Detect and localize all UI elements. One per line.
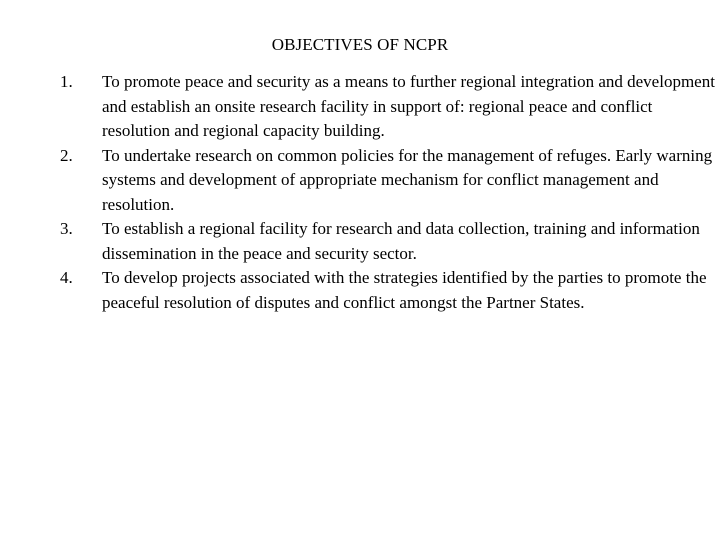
objective-text: To develop projects associated with the strategies identified by the parties to promote the peaceful resolution of disputes and conflict amongst the Partner States. <box>102 268 707 312</box>
objective-item-3 <box>0 217 720 266</box>
objective-number: 4. <box>60 268 73 287</box>
objective-number: 1. <box>60 72 73 91</box>
objective-number: 3. <box>60 219 73 238</box>
objective-text: To undertake research on common policies for the management of refuges. Early warning systems and development of appropriate mechanism for conflict management and resolution. <box>102 145 713 214</box>
objectives-list <box>0 70 720 315</box>
objective-item-4 <box>0 266 720 315</box>
objective-text: To establish a regional facility for research and data collection, training and information dissemination in the peace and security sector. <box>102 219 700 263</box>
objective-number: 2. <box>60 145 73 165</box>
objective-text: To promote peace and security as a means to further regional integration and development and establish an onsite research facility in support of: regional peace and conflict resolution and regional capacity building. <box>102 72 715 140</box>
objective-item-1 <box>0 70 720 144</box>
page-title: OBJECTIVES OF NCPR <box>271 35 449 54</box>
objective-item-2 <box>0 144 720 218</box>
